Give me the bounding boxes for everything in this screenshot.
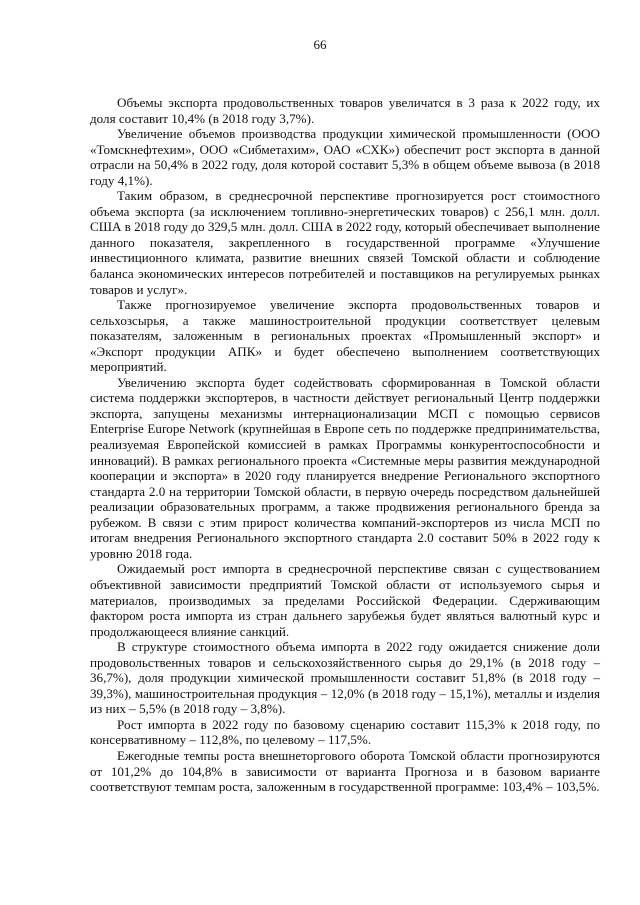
paragraph-import-scenarios: Рост импорта в 2022 году по базовому сценарию составит 115,3% к 2018 году, по консервативному – 112,8%, по целевому – 117,5%. bbox=[90, 716, 600, 748]
paragraph-import-growth: Ожидаемый рост импорта в среднесрочной перспективе связан с существованием объективной зависимости предприятий Томской области от используемого сырья и материалов, производимых за пределами Российской Федерации. Сдерживающим фактором роста импорта из стран дальнего зарубежья будет являться валютный курс и продолжающееся влияние санкций. bbox=[90, 561, 600, 639]
page-number: 66 bbox=[313, 37, 327, 52]
paragraph-regional-projects: Также прогнозируемое увеличение экспорта продовольственных товаров и сельхозсырья, а также машиностроительной продукции соответствует целевым показателям, заложенным в региональных проектах «Промышленный экспорт» и «Экспорт продукции АПК» и будет обеспечено выполнением соответствующих мероприятий. bbox=[90, 297, 600, 375]
paragraph-trade-turnover: Ежегодные темпы роста внешнеторгового оборота Томской области прогнозируются от 101,2% до 104,8% в зависимости от варианта Прогноза и в базовом варианте соответствуют темпам роста, заложенным в государственной программе: 103,4% – 103,5%. bbox=[90, 747, 600, 795]
document-body bbox=[90, 95, 600, 795]
paragraph-import-structure: В структуре стоимостного объема импорта в 2022 году ожидается снижение доли продовольственных товаров и сельскохозяйственного сырья до 29,1% (в 2018 году – 36,7%), доля продукции химической промышленности составит 51,8% (в 2018 году – 39,3%), машиностроительная продукция – 12,0% (в 2018 году – 15,1%), металлы и изделия из них – 5,5% (в 2018 году – 3,8%). bbox=[90, 639, 600, 717]
paragraph-export-volume-forecast: Таким образом, в среднесрочной перспективе прогнозируется рост стоимостного объема экспорта (за исключением топливно-энергетических товаров) с 256,1 млн. долл. США в 2018 году до 329,5 млн. долл. США в 2022 году, который обеспечивает выполнение данного показателя, закрепленного в государственной программе «Улучшение инвестиционного климата, развитие внешних связей Томской области и соблюдение баланса экономических интересов потребителей и поставщиков на регулируемых рынках товаров и услуг». bbox=[90, 188, 600, 297]
paragraph-food-export: Объемы экспорта продовольственных товаров увеличатся в 3 раза к 2022 году, их доля составит 10,4% (в 2018 году 3,7%). bbox=[90, 95, 600, 126]
paragraph-export-support-system: Увеличению экспорта будет содействовать сформированная в Томской области система поддержки экспортеров, в частности действует региональный Центр поддержки экспорта, запущены механизмы интернационализации МСП с помощью сервисов Enterprise Europe Network (крупнейшая в Европе сеть по поддержке предпринимательства, реализуемая Европейской комиссией в рамках Программы конкурентоспособности и инноваций). В рамках регионального проекта «Системные меры развития международной кооперации и экспорта» в 2020 году планируется внедрение Регионального экспортного стандарта 2.0 на территории Томской области, в первую очередь посредством дальнейшей реализации образовательных программ, а также продвижения регионального бренда за рубежом. В связи с этим прирост количества компаний-экспортеров из числа МСП по итогам внедрения Регионального экспортного стандарта 2.0 составит 50% в 2022 году к уровню 2018 года. bbox=[90, 374, 600, 561]
paragraph-chemical-export: Увеличение объемов производства продукции химической промышленности (ООО «Томскнефтехим», ООО «Сибметахим», ОАО «СХК») обеспечит рост экспорта в данной отрасли на 50,4% в 2022 году, доля которой составит 5,3% в общем объеме вывоза (в 2018 году 4,1%). bbox=[90, 126, 600, 188]
